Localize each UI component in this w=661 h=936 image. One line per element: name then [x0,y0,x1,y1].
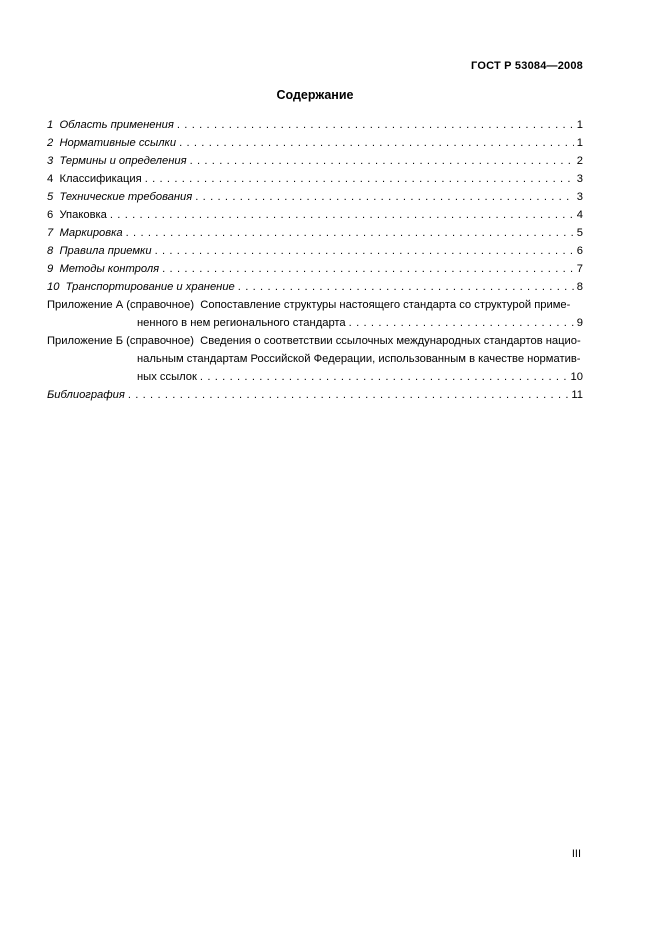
table-of-contents [47,116,583,404]
toc-entry-page: 1 [576,119,583,131]
toc-entry-bibliography [47,386,583,404]
dot-leader [238,278,574,296]
dot-leader [349,314,574,332]
toc-entry-label: 9 Методы контроля [47,263,160,275]
toc-appendix-a [47,296,583,332]
toc-entry-page: 11 [571,389,583,401]
appendix-b-line3 [47,368,583,386]
toc-entry-2 [47,134,583,152]
dot-leader [190,152,574,170]
dot-leader [128,386,569,404]
toc-entry-label: 5 Технические требования [47,191,193,203]
toc-entry-label: 10 Транспортирование и хранение [47,281,235,293]
document-page [0,0,661,404]
dot-leader [195,188,574,206]
page-title: Содержание [276,88,354,102]
appendix-a-continuation: ненного в нем регионального стандарта [137,317,346,329]
toc-entry-8 [47,242,583,260]
dot-leader [177,116,574,134]
toc-entry-page: 7 [576,263,583,275]
toc-entry-page: 9 [576,317,583,329]
toc-entry-page: 6 [576,245,583,257]
toc-entry-label: 4 Классификация [47,173,142,185]
toc-entry-1 [47,116,583,134]
dot-leader [200,368,568,386]
appendix-a-line2 [47,314,583,332]
toc-entry-page: 10 [570,371,583,383]
toc-entry-3 [47,152,583,170]
toc-entry-page: 8 [576,281,583,293]
appendix-b-line1: Приложение Б (справочное) Сведения о соответствии ссылочных международных стандартов нацио- [47,335,581,347]
toc-entry-6 [47,206,583,224]
toc-entry-label: Библиография [47,389,125,401]
appendix-b-line2: нальным стандартам Российской Федерации, использованным в качестве норматив- [137,353,581,365]
dot-leader [155,242,574,260]
toc-entry-label: 2 Нормативные ссылки [47,137,177,149]
dot-leader [145,170,574,188]
dot-leader [126,224,574,242]
appendix-a-line1: Приложение А (справочное) Сопоставление структуры настоящего стандарта со структурой приме- [47,299,571,311]
toc-entry-label: 3 Термины и определения [47,155,187,167]
toc-entry-label: 8 Правила приемки [47,245,152,257]
toc-entry-page: 1 [576,137,583,149]
toc-entry-9 [47,260,583,278]
toc-entry-page: 4 [576,209,583,221]
page-number: III [571,848,581,860]
toc-appendix-b [47,332,583,386]
dot-leader [162,260,574,278]
toc-entry-10 [47,278,583,296]
toc-entry-label: 6 Упаковка [47,209,107,221]
appendix-b-continuation: ных ссылок [137,371,197,383]
toc-entry-label: 1 Область применения [47,119,174,131]
toc-entry-7 [47,224,583,242]
dot-leader [179,134,574,152]
toc-entry-4 [47,170,583,188]
toc-entry-page: 3 [576,191,583,203]
dot-leader [110,206,574,224]
toc-entry-page: 3 [576,173,583,185]
toc-entry-page: 5 [576,227,583,239]
document-number: ГОСТ Р 53084—2008 [471,60,583,72]
toc-entry-page: 2 [576,155,583,167]
toc-entry-label: 7 Маркировка [47,227,123,239]
toc-entry-5 [47,188,583,206]
